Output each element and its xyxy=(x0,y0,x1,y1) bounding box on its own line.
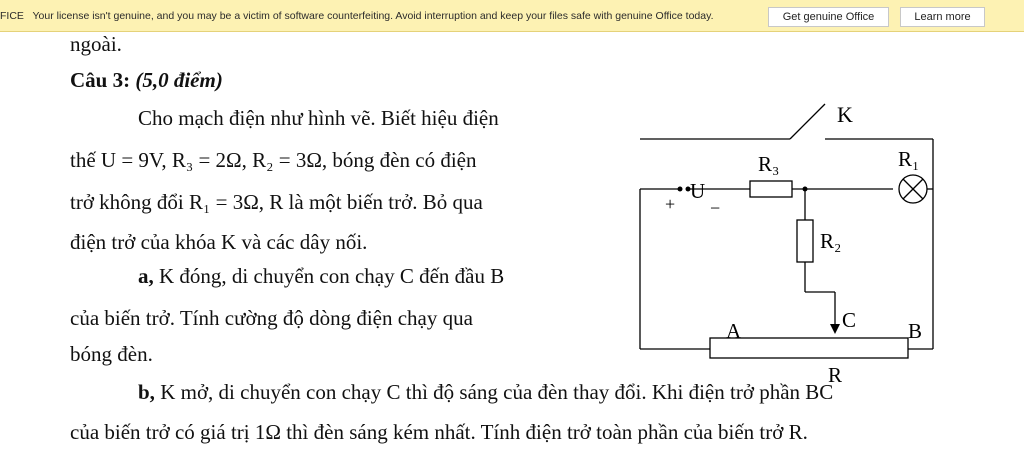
part-a-line-1 xyxy=(138,264,504,288)
label-plus: + xyxy=(665,194,676,214)
part-b-line-2: của biến trở có giá trị 1Ω thì đèn sáng kém nhất. Tính điện trở toàn phần của biến trở R. xyxy=(70,420,808,444)
paragraph-line-3: trở không đổi R₁ = 3Ω, R là một biến trở. Bỏ qua xyxy=(70,190,483,214)
question-3-points: (5,0 điểm) xyxy=(135,68,223,92)
switch-k-blade xyxy=(790,104,825,139)
question-3-heading xyxy=(70,68,223,92)
banner-message xyxy=(0,10,714,22)
document-page xyxy=(0,32,1024,453)
circuit-diagram xyxy=(640,70,980,387)
battery-terminal-plus xyxy=(678,187,683,192)
paragraph-line-1: Cho mạch điện như hình vẽ. Biết hiệu điện xyxy=(138,106,499,130)
paragraph-line-2: thế U = 9V, R₃ = 2Ω, R₂ = 3Ω, bóng đèn có điện xyxy=(70,148,477,172)
label-r1: R₁ xyxy=(898,147,920,171)
paragraph-line-4: điện trở của khóa K và các dây nối. xyxy=(70,230,368,254)
label-r2: R₂ xyxy=(820,229,842,253)
label-k: K xyxy=(837,102,853,127)
get-genuine-office-button[interactable]: Get genuine Office xyxy=(768,7,889,27)
part-b-line-1 xyxy=(138,380,833,404)
part-b-text-1: K mở, di chuyển con chạy C thì độ sáng của đèn thay đổi. Khi điện trở phần BC xyxy=(160,380,834,404)
question-3-title: Câu 3: xyxy=(70,68,131,92)
banner-prefix: FICE xyxy=(0,10,24,22)
resistor-r2 xyxy=(797,220,813,262)
license-warning-banner xyxy=(0,0,1024,32)
part-a-line-2: của biến trở. Tính cường độ dòng điện chạy qua xyxy=(70,306,473,330)
doc-line-top: ngoài. xyxy=(70,32,122,56)
part-a-label: a, xyxy=(138,264,154,288)
label-u: U xyxy=(690,179,706,203)
label-minus: − xyxy=(710,198,721,218)
slider-c-arrow xyxy=(830,324,840,334)
label-b: B xyxy=(908,319,923,343)
junction-dot xyxy=(803,187,808,192)
label-c: C xyxy=(842,308,857,332)
part-b-label: b, xyxy=(138,380,155,404)
learn-more-button[interactable]: Learn more xyxy=(900,7,985,27)
label-a: A xyxy=(726,319,742,343)
banner-message-text: Your license isn't genuine, and you may be a victim of software counterfeiting. Avoid interruption and keep your files safe with genuine Office today. xyxy=(32,10,714,22)
label-r3: R₃ xyxy=(758,152,780,176)
resistor-r3 xyxy=(750,181,792,197)
part-a-text-1: K đóng, di chuyển con chạy C đến đầu B xyxy=(159,264,505,288)
part-a-line-3: bóng đèn. xyxy=(70,342,153,366)
label-r: R xyxy=(828,363,843,387)
